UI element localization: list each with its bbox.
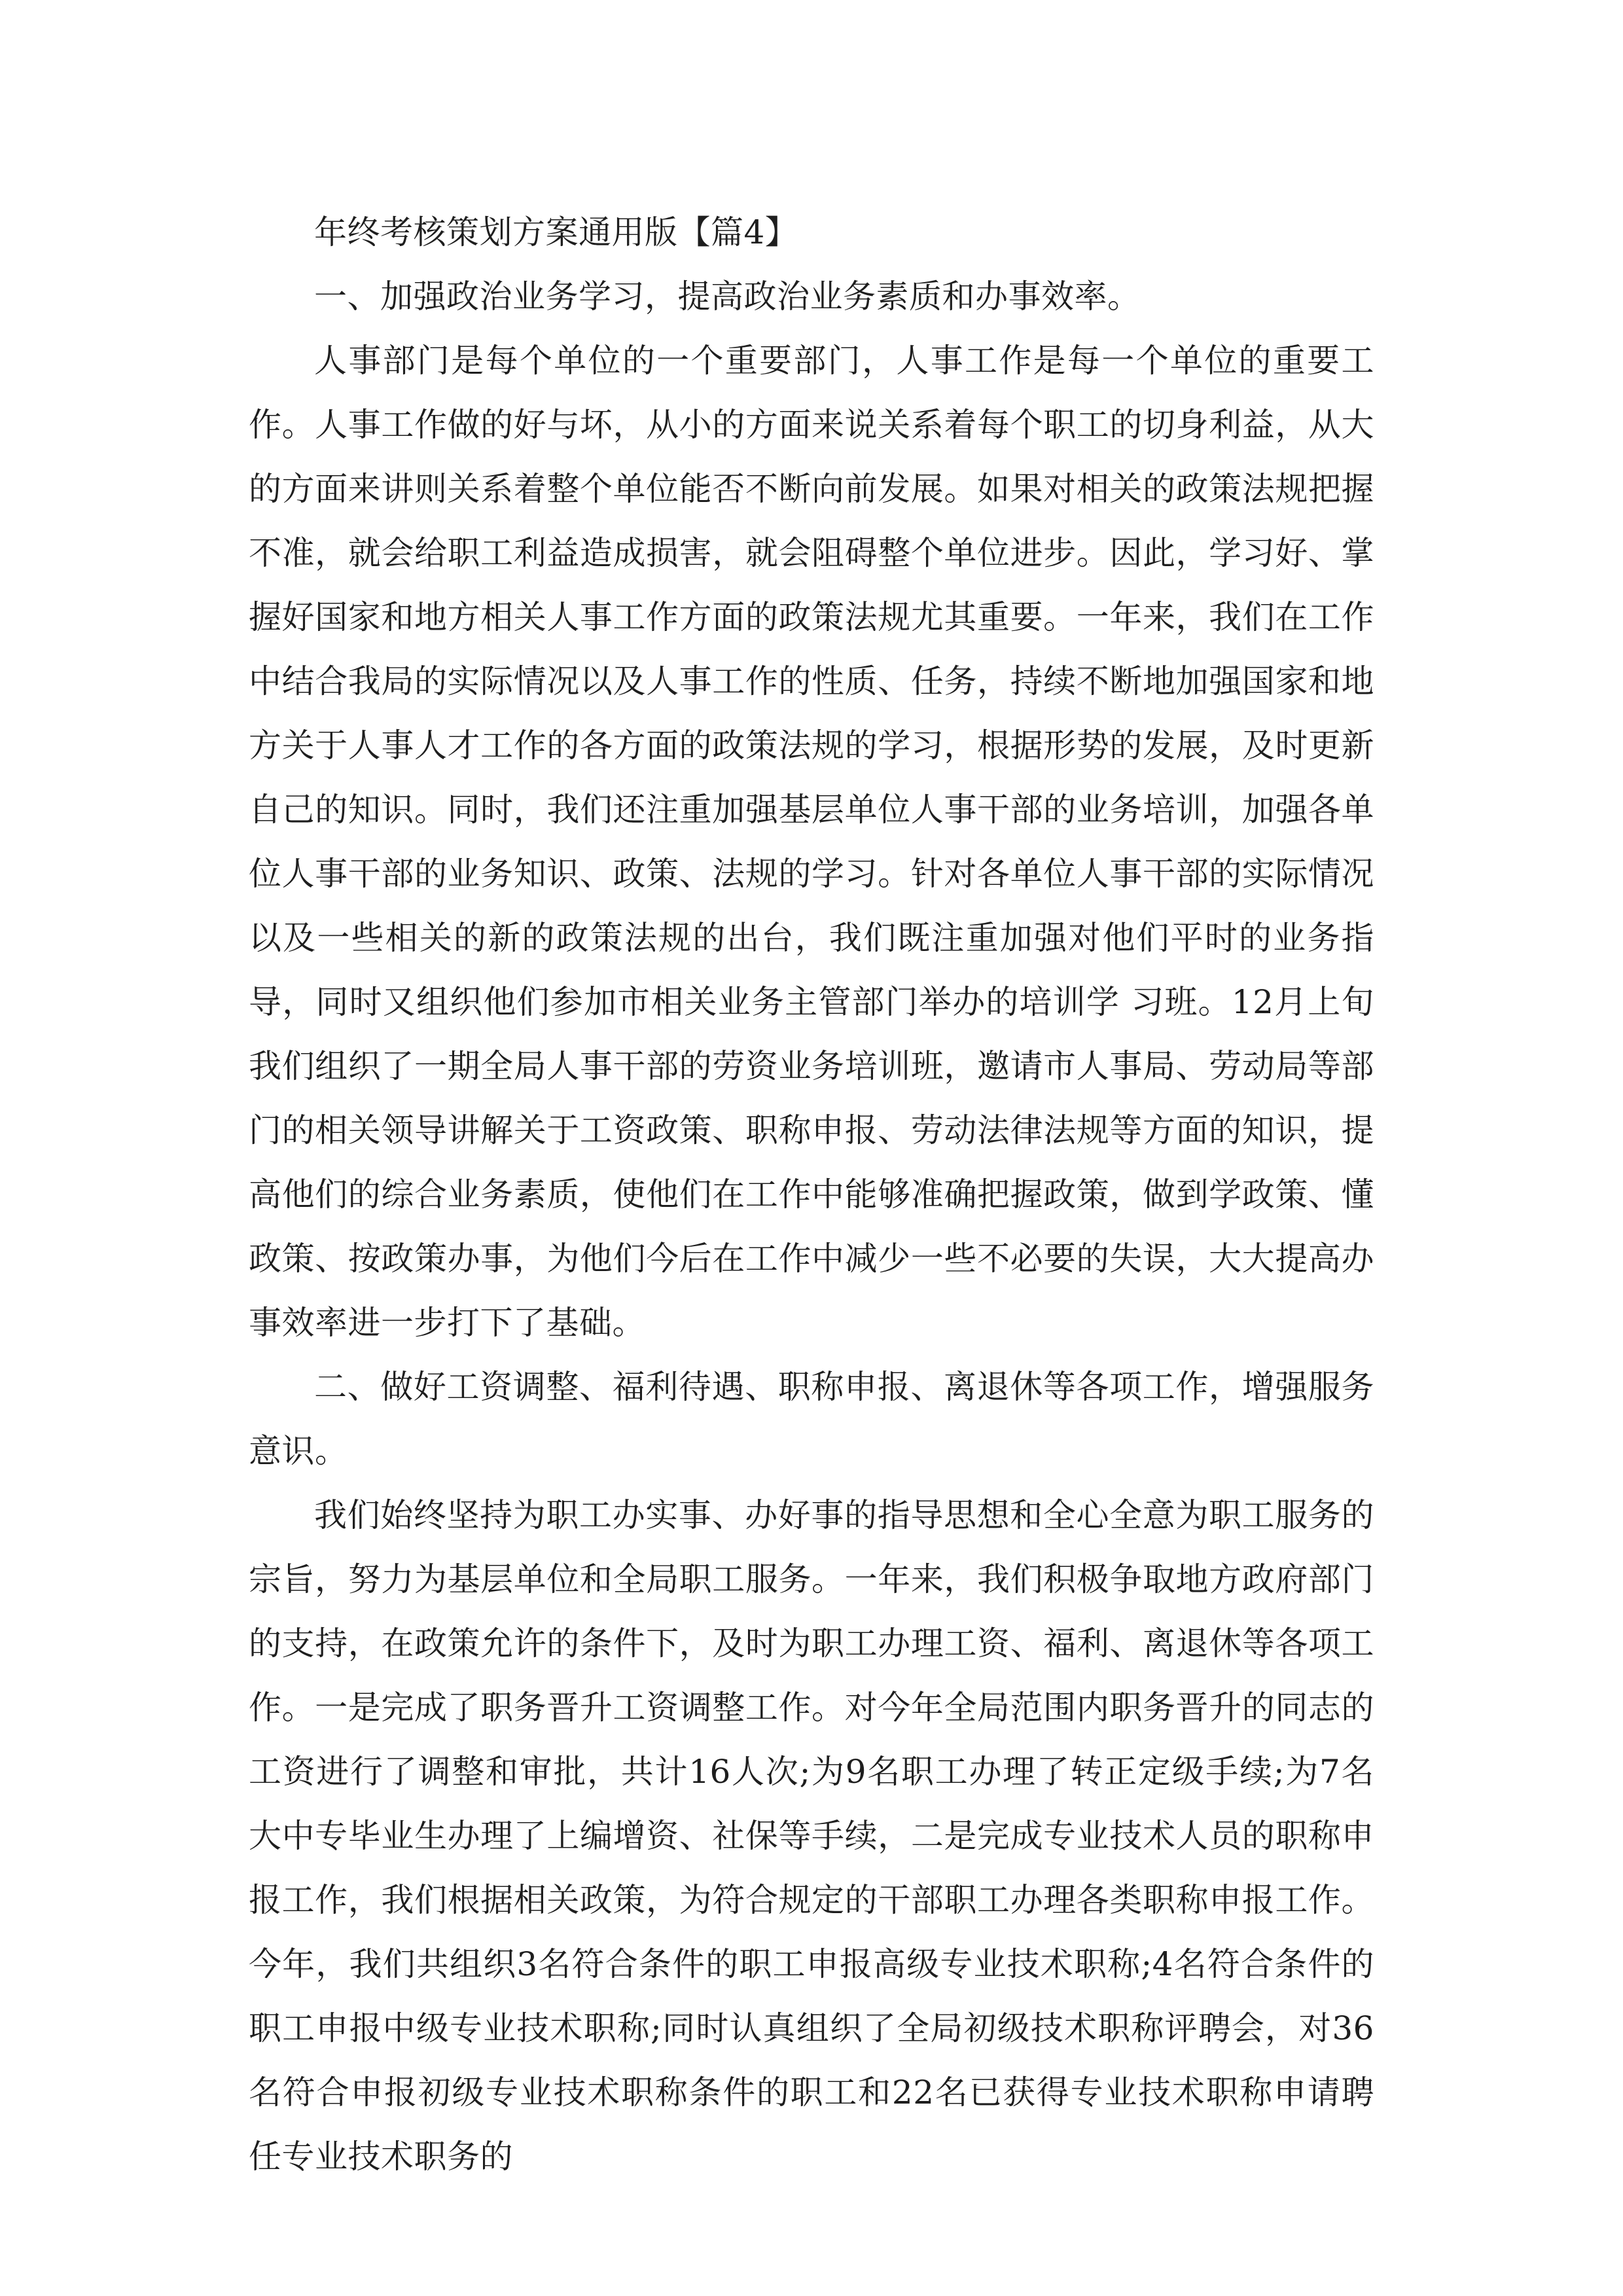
document-body (249, 200, 1374, 2189)
section-heading-2: 二、做好工资调整、福利待遇、职称申报、离退休等各项工作，增强服务意识。 (249, 1368, 1374, 1470)
document-title: 年终考核策划方案通用版【篇4】 (314, 213, 798, 251)
paragraph-1: 人事部门是每个单位的一个重要部门，人事工作是每一个单位的重要工作。人事工作做的好与坏，从小的方面来说关系着每个职工的切身利益，从大的方面来讲则关系着整个单位能否不断向前发展。如果对相关的政策法规把握不准，就会给职工利益造成损害，就会阻碍整个单位进步。因此，学习好、掌握好国家和地方相关人事工作方面的政策法规尤其重要。一年来，我们在工作中结合我局的实际情况以及人事工作的性质、任务，持续不断地加强国家和地方关于人事人才工作的各方面的政策法规的学习，根据形势的发展，及时更新自己的知识。同时，我们还注重加强基层单位人事干部的业务培训，加强各单位人事干部的业务知识、政策、法规的学习。针对各单位人事干部的实际情况以及一些相关的新的政策法规的出台，我们既注重加强对他们平时的业务指导，同时又组织他们参加市相关业务主管部门举办的培训学 习班。12月上旬我们组织了一期全局人事干部的劳资业务培训班，邀请市人事局、劳动局等部门的相关领导讲解关于工资政策、职称申报、劳动法律法规等方面的知识，提高他们的综合业务素质，使他们在工作中能够准确把握政策，做到学政策、懂政策、按政策办事，为他们今后在工作中减少一些不必要的失误，大大提高办事效率进一步打下了基础。 (249, 342, 1374, 1342)
section-heading-1: 一、加强政治业务学习，提高政治业务素质和办事效率。 (314, 278, 1141, 315)
paragraph-2: 我们始终坚持为职工办实事、办好事的指导思想和全心全意为职工服务的宗旨，努力为基层单位和全局职工服务。一年来，我们积极争取地方政府部门的支持，在政策允许的条件下，及时为职工办理工资、福利、离退休等各项工作。一是完成了职务晋升工资调整工作。对今年全局范围内职务晋升的同志的工资进行了调整和审批，共计16人次;为9名职工办理了转正定级手续;为7名大中专毕业生办理了上编增资、社保等手续，二是完成专业技术人员的职称申报工作，我们根据相关政策，为符合规定的干部职工办理各类职称申报工作。今年，我们共组织3名符合条件的职工申报高级专业技术职称;4名符合条件的职工申报中级专业技术职称;同时认真组织了全局初级技术职称评聘会，对36名符合申报初级专业技术职称条件的职工和22名已获得专业技术职称申请聘任专业技术职务的 (249, 1496, 1374, 2176)
